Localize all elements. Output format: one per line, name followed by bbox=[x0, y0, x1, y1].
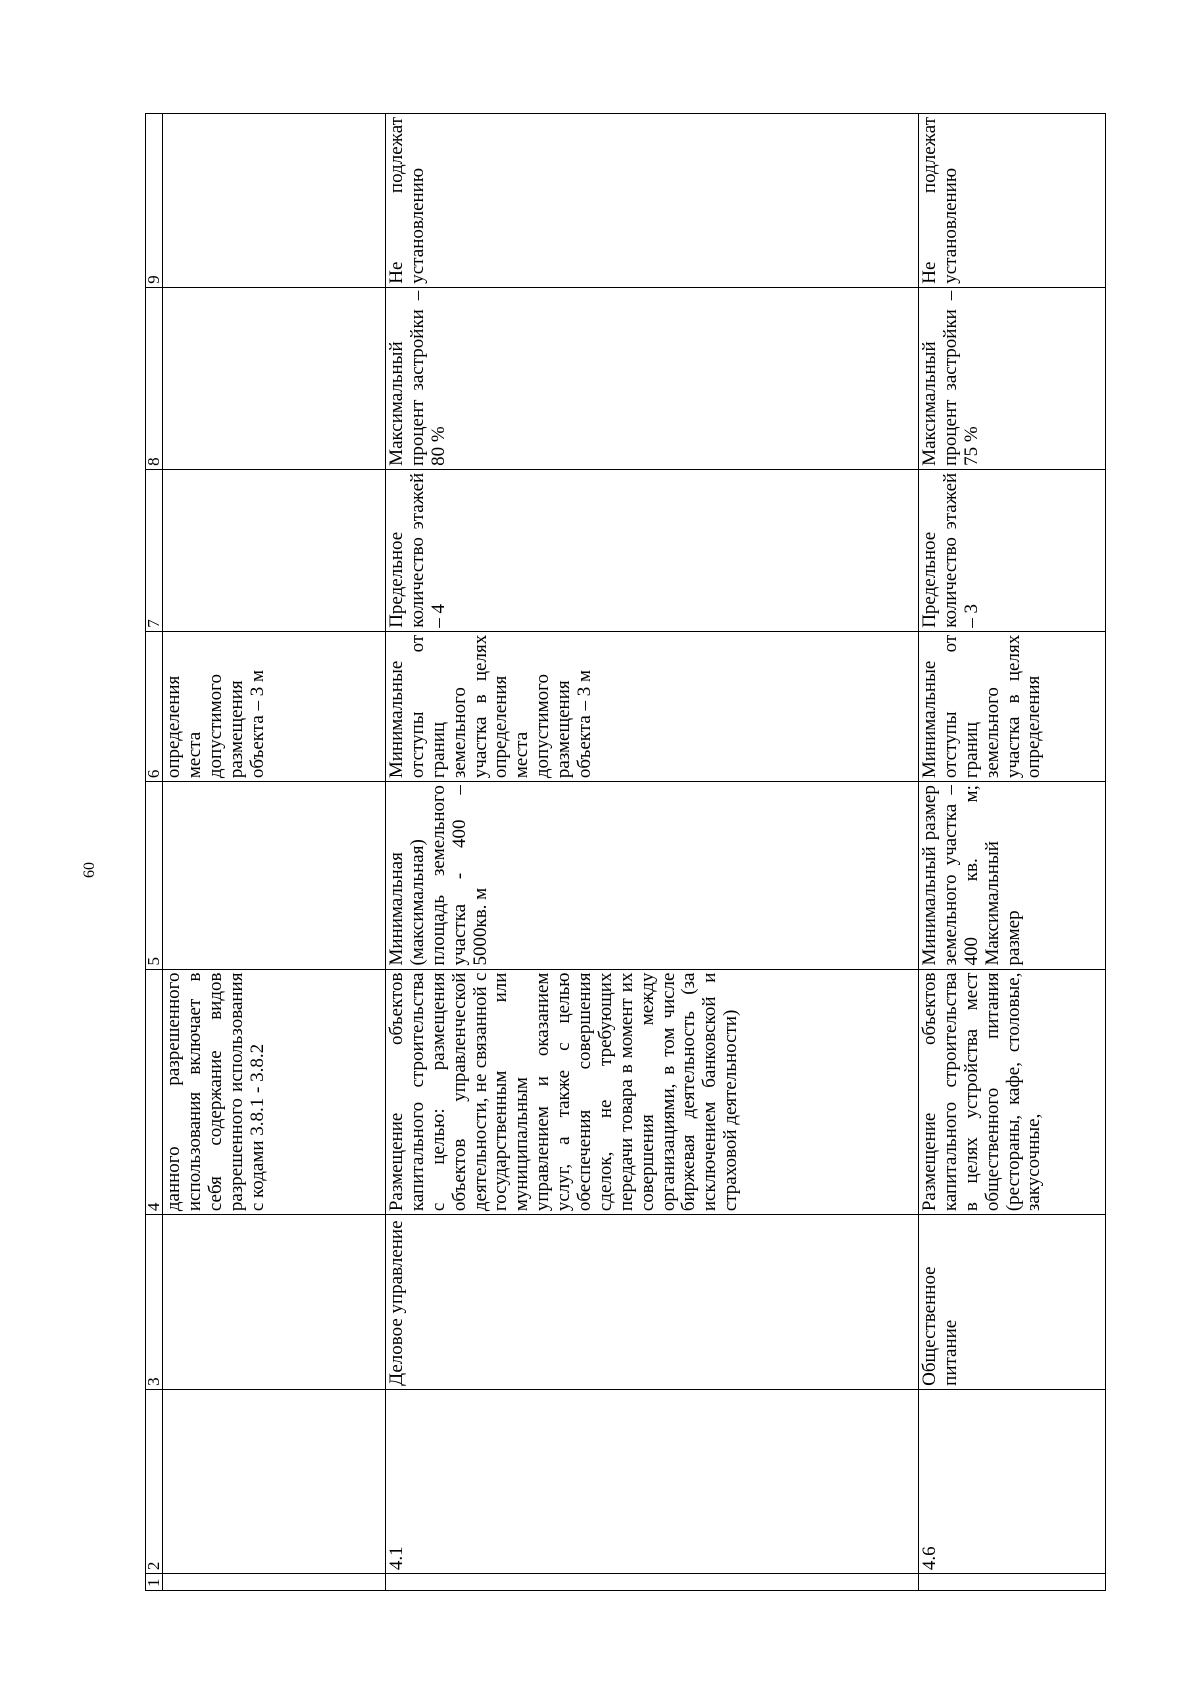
setback-cell: Минимальные отступы от границ земельного участка в целях определения bbox=[919, 631, 1106, 781]
table-row bbox=[163, 114, 386, 1591]
coverage-cell: Максимальный процент застройки –80 % bbox=[386, 287, 919, 469]
floors-cell: Предельное количество этажей – 3 bbox=[919, 469, 1106, 631]
header-cell: 8 bbox=[146, 287, 163, 469]
table-row bbox=[386, 114, 919, 1591]
table-header-row bbox=[146, 114, 163, 1591]
row-number-cell bbox=[163, 1574, 386, 1591]
header-cell: 6 bbox=[146, 631, 163, 781]
other-limits-cell bbox=[163, 114, 386, 288]
header-cell: 4 bbox=[146, 969, 163, 1215]
header-cell: 2 bbox=[146, 1389, 163, 1573]
coverage-cell: Максимальный процент застройки – 75 % bbox=[919, 287, 1106, 469]
setback-cell: Минимальные отступы от границ земельного участка в целях определения места допустимого размещения объекта – 3 м bbox=[386, 631, 919, 781]
setback-cell: определения места допустимого размещения объекта – 3 м bbox=[163, 631, 386, 781]
description-cell: Размещение объектов капитального строительства с целью: размещения объектов управленческой деятельности, не связанной с государственным или муниципальным управлением и оказанием услуг, а также с целью обеспечения совершения сделок, не требующих передачи товара в момент их совершения между организациями, в том числе биржевая деятельность (за исключением банковской и страховой деятельности) bbox=[386, 969, 919, 1215]
header-cell: 1 bbox=[146, 1574, 163, 1591]
plot-size-cell: Минимальная (максимальная) площадь земельного участка - 400 – 5000кв. м bbox=[386, 782, 919, 969]
plot-size-cell bbox=[163, 782, 386, 969]
use-name-cell: Деловое управление bbox=[386, 1215, 919, 1390]
header-cell: 5 bbox=[146, 782, 163, 969]
floors-cell: Предельное количество этажей – 4 bbox=[386, 469, 919, 631]
coverage-cell bbox=[163, 287, 386, 469]
code-cell: 4.6 bbox=[919, 1389, 1106, 1573]
code-cell bbox=[163, 1389, 386, 1573]
use-name-cell: Общественное питание bbox=[919, 1215, 1106, 1390]
other-limits-cell: Не подлежат установлению bbox=[919, 114, 1106, 288]
description-cell: Размещение объектов капитального строительства в целях устройства мест общественного питания (рестораны, кафе, столовые, закусочные, bbox=[919, 969, 1106, 1215]
header-cell: 3 bbox=[146, 1215, 163, 1390]
row-number-cell bbox=[386, 1574, 919, 1591]
use-name-cell bbox=[163, 1215, 386, 1390]
regulations-table bbox=[145, 113, 1106, 1591]
page-number: 60 bbox=[81, 862, 98, 878]
plot-size-cell: Минимальный размер земельного участка – 400 кв. м; Максимальный размер bbox=[919, 782, 1106, 969]
row-number-cell bbox=[919, 1574, 1106, 1591]
other-limits-cell: Не подлежат установлению bbox=[386, 114, 919, 288]
table-row bbox=[919, 114, 1106, 1591]
header-cell: 7 bbox=[146, 469, 163, 631]
code-cell: 4.1 bbox=[386, 1389, 919, 1573]
description-cell: данного разрешенного использования включает в себя содержание видов разрешенного использования с кодами 3.8.1 - 3.8.2 bbox=[163, 969, 386, 1215]
header-cell: 9 bbox=[146, 114, 163, 288]
floors-cell bbox=[163, 469, 386, 631]
